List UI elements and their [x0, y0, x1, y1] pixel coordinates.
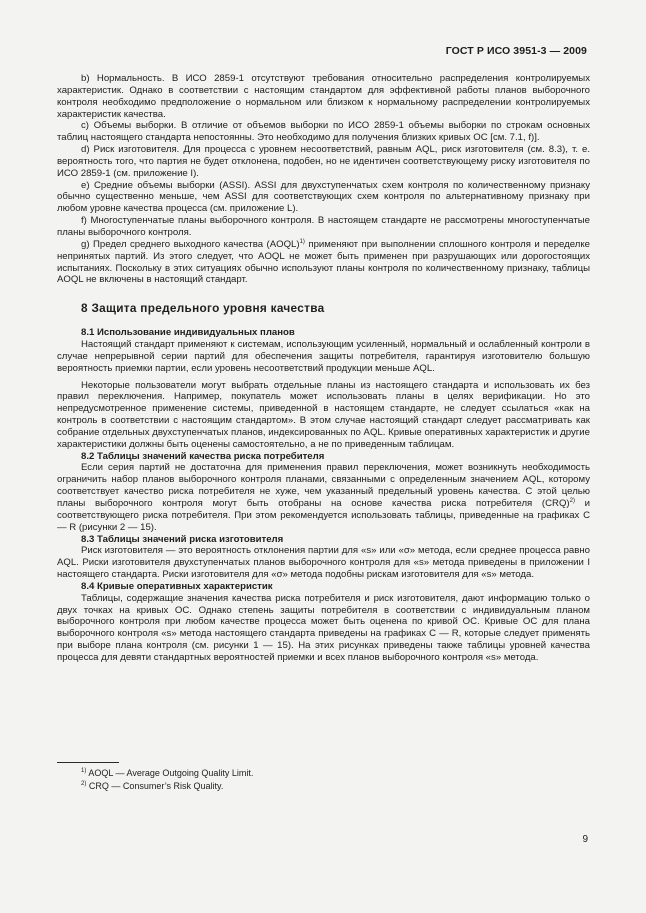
page-body	[57, 73, 590, 664]
paragraph-d: d) Риск изготовителя. Для процесса с уровнем несоответствий, равным AQL, риск изготовителя (см. 8.3), т. е. вероятность того, что партия не будет отклонена, подобен, но не идентичен соответствующему риску изготовителя по ИСО 2859-1 (см. приложение I).	[57, 144, 590, 179]
footnote-1	[81, 767, 253, 780]
footnote-2	[81, 780, 253, 793]
subsection-8-2-paragraph	[57, 462, 590, 533]
section-8-heading: 8 Защита предельного уровня качества	[81, 301, 325, 316]
subsection-8-4-paragraph: Таблицы, содержащие значения качества риска потребителя и риск изготовителя, дают информацию только о двух точках на кривых ОС. Однако степень защиты потребителя в соответствии с индивидуальным планом выборочного контроля при любом качестве процесса может быть оценена по кривой ОС. Кривые ОС для плана выборочного контроля «s» метода настоящего стандарта приведены на графиках С — R, которые следует применять при выборе плана контроля (см. рисунки 1 — 15). На этих рисунках приведены также таблицы уровней качества процесса для девяти стандартных вероятностей приемки и всех планов выборочного контроля «s» метода.	[57, 592, 590, 663]
standard-header: ГОСТ Р ИСО 3951-3 — 2009	[445, 45, 587, 57]
subsection-8-2-text-2: и соответствующего риска потребителя. При этом рекомендуется использовать таблицы, приведенные на графиках С — R (рисунки 2 — 15).	[57, 498, 590, 533]
footnote-divider	[57, 762, 119, 763]
subsection-8-1-paragraph-1: Настоящий стандарт применяют к системам, использующим усиленный, нормальный и ослабленный контроли в случае непрерывной серии партий для обеспечения защиты потребителя, гарантируя изготовителю большую вероятность приемки партии, если уровень несоответствий продукции меньше AQL.	[57, 339, 590, 374]
paragraph-g	[57, 239, 590, 286]
footnote-2-text: CRQ — Consumer’s Risk Quality.	[86, 780, 224, 791]
paragraph-g-text-1: g) Предел среднего выходного качества (AOQL)	[81, 238, 300, 250]
footnote-ref-1: 1)	[299, 238, 305, 245]
subsection-8-3-paragraph: Риск изготовителя — это вероятность отклонения партии для «s» или «σ» метода, если среднее процесса равно AQL. Риски изготовителя двухступенчатых планов выборочного контроля для «s» метода приведены в приложении I настоящего стандарта. Риски изготовителя для «σ» метода подобны рискам изготовителя для «s» метода.	[57, 545, 590, 581]
paragraph-c: с) Объемы выборки. В отличие от объемов выборки по ИСО 2859-1 объемы выборки по строкам основных таблиц настоящего стандарта непостоянны. Это необходимо для получения близких кривых ОС [см. 7.1, f)].	[57, 120, 590, 144]
footnote-1-mark: 1)	[81, 768, 87, 774]
subsection-8-2-text-1: Если серия партий не достаточна для применения правил переключения, может возникнуть необходимость ограничить набор планов выборочного контроля планами, связанными с определенным значением AQL, которому соответствует качество риска потребителя не хуже, чем указанный предельный уровень качества. С этой целью планы выборочного контроля могут быть отобраны на основе качества риска потребителя (CRQ)	[57, 462, 590, 509]
footnote-ref-2: 2)	[569, 498, 575, 504]
footnote-2-mark: 2)	[81, 780, 87, 787]
page-number: 9	[582, 834, 588, 845]
subsection-8-1-paragraph-2: Некоторые пользователи могут выбрать отдельные планы из настоящего стандарта и использовать их без правил переключения. Например, покупатель может использовать планы в целях верификации. Но это непредусмотренное применение системы, приведенной в настоящем стандарте, не следует ссылаться «как на контроль в соответствии с настоящим стандартом». В этом случае настоящий стандарт следует рассматривать как собрание отдельных двухступенчатых планов, индексированных по AQL. Кривые оперативных характеристик и другие характеристики должны быть оценены самостоятельно, а не по приведенным таблицам.	[57, 379, 590, 450]
paragraph-f: f) Многоступенчатые планы выборочного контроля. В настоящем стандарте не рассмотрены многоступенчатые планы выборочного контроля.	[57, 215, 590, 238]
paragraph-e: е) Средние объемы выборки (ASSI). ASSI для двухступенчатых схем контроля по количественному признаку обычно существенно меньше, чем ASSI для соответствующих схем контроля по альтернативному признаку при любом уровне качества процесса (см. приложение L).	[57, 179, 590, 215]
subsection-8-3-heading: 8.3 Таблицы значений риска изготовителя	[81, 533, 284, 545]
footnotes	[81, 767, 253, 792]
footnote-1-text: AOQL — Average Outgoing Quality Limit.	[86, 768, 254, 778]
subsection-8-2-heading: 8.2 Таблицы значений качества риска потребителя	[81, 450, 325, 462]
paragraph-b: b) Нормальность. В ИСО 2859-1 отсутствуют требования относительно распределения контролируемых характеристик. Однако в соответствии с настоящим стандартом для эффективной работы планов выборочного контроля необходимо предположение о нормальном или близком к нормальному распределении контролируемых характеристик качества.	[57, 73, 590, 120]
subsection-8-4-heading: 8.4 Кривые оперативных характеристик	[81, 580, 273, 592]
subsection-8-1-heading: 8.1 Использование индивидуальных планов	[81, 327, 295, 339]
paragraph-g-text-2: применяют при выполнении сплошного контроля и переделке непринятых партий. Из этого следует, что AOQL не может быть применен при разрушающих или дорогостоящих испытаниях. Поскольку в этих ситуациях обычно используют планы контроля по количественному признаку, таблицы AOQL не включены в настоящий стандарт.	[57, 238, 591, 286]
